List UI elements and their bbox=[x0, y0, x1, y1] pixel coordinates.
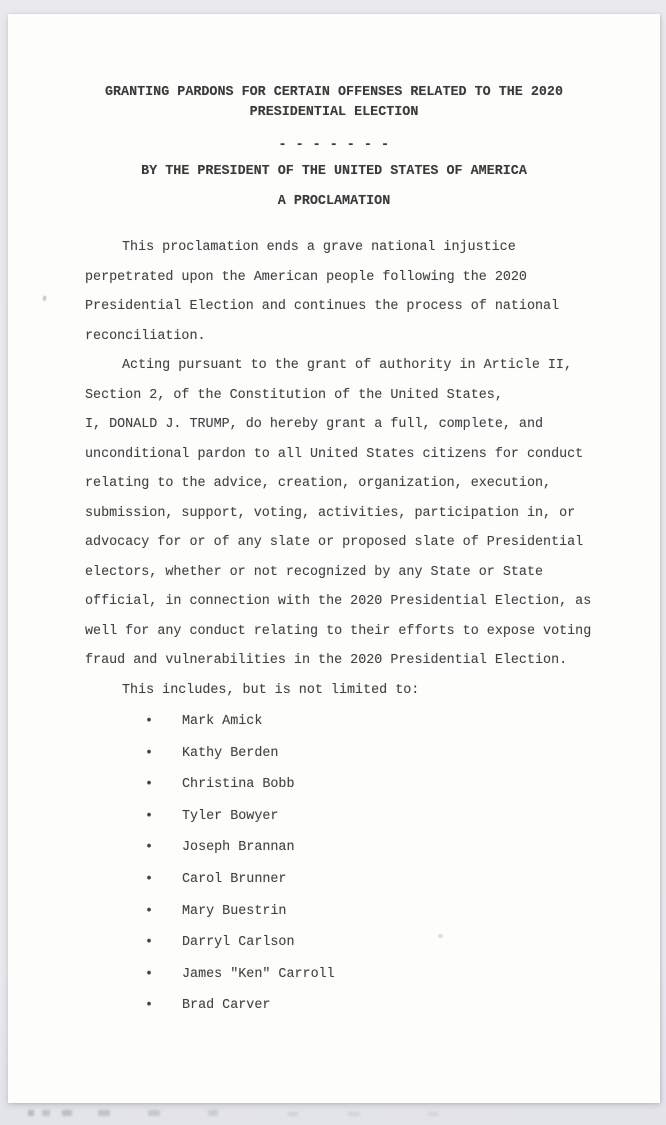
list-item-name: Mary Buestrin bbox=[182, 903, 287, 919]
list-item bbox=[85, 769, 630, 801]
list-item bbox=[85, 896, 630, 928]
list-item-name: Darryl Carlson bbox=[182, 935, 295, 951]
list-item bbox=[85, 864, 630, 896]
bullet-icon: • bbox=[145, 871, 154, 887]
list-item bbox=[85, 959, 630, 991]
text-line: unconditional pardon to all United States citizens for conduct bbox=[85, 446, 584, 462]
separator-dashes: - - - - - - - bbox=[278, 138, 390, 153]
list-item-name: James "Ken" Carroll bbox=[182, 966, 335, 982]
bullet-icon: • bbox=[145, 808, 154, 824]
text-line: well for any conduct relating to their efforts to expose voting bbox=[85, 623, 592, 639]
bullet-icon: • bbox=[145, 998, 154, 1014]
list-item-name: Brad Carver bbox=[182, 998, 271, 1014]
list-item bbox=[85, 801, 630, 833]
document-body bbox=[85, 233, 630, 1022]
bullet-icon: • bbox=[145, 714, 154, 729]
list-item bbox=[85, 832, 630, 864]
bullet-icon: • bbox=[145, 935, 154, 951]
document-page bbox=[8, 14, 660, 1103]
text-line: relating to the advice, creation, organization, execution, bbox=[85, 476, 552, 491]
document-heading bbox=[8, 83, 660, 212]
list-item-name: Tyler Bowyer bbox=[182, 808, 279, 824]
cutoff-text-smudge-right bbox=[288, 1112, 468, 1116]
text-line: submission, support, voting, activities, participation in, or bbox=[85, 505, 576, 521]
text-line: Section 2, of the Constitution of the United States, bbox=[85, 387, 503, 403]
text-line: This includes, but is not limited to: bbox=[122, 682, 420, 698]
cutoff-text-smudge bbox=[28, 1110, 248, 1116]
proclamation-subtitle: A PROCLAMATION bbox=[277, 194, 391, 209]
list-item-name: Kathy Berden bbox=[182, 745, 279, 761]
photo-artifact-speck bbox=[43, 296, 47, 302]
text-line: advocacy for or of any slate or proposed slate of Presidential bbox=[85, 535, 584, 550]
text-line: reconciliation. bbox=[85, 328, 206, 344]
bullet-icon: • bbox=[145, 840, 154, 856]
paragraph-1 bbox=[85, 233, 630, 351]
list-item-name: Christina Bobb bbox=[182, 777, 295, 793]
document-byline: BY THE PRESIDENT OF THE UNITED STATES OF AMERICA bbox=[141, 164, 527, 179]
list-item-name: Carol Brunner bbox=[182, 871, 287, 887]
list-item bbox=[85, 927, 630, 959]
list-item bbox=[85, 990, 630, 1022]
text-line: fraud and vulnerabilities in the 2020 Presidential Election. bbox=[85, 653, 568, 668]
text-line: perpetrated upon the American people following the 2020 bbox=[85, 269, 527, 285]
paragraph-3 bbox=[85, 676, 630, 706]
text-line: electors, whether or not recognized by any State or State bbox=[85, 564, 544, 580]
bullet-icon: • bbox=[145, 903, 154, 919]
pardoned-names-list bbox=[85, 706, 630, 1022]
text-line: I, DONALD J. TRUMP, do hereby grant a full, complete, and bbox=[85, 417, 544, 432]
list-item bbox=[85, 706, 630, 738]
document-title bbox=[8, 83, 660, 123]
bullet-icon: • bbox=[145, 777, 154, 793]
text-line: Acting pursuant to the grant of authority in Article II, bbox=[122, 358, 572, 373]
paragraph-2 bbox=[85, 351, 630, 676]
bullet-icon: • bbox=[145, 966, 154, 982]
text-line: Presidential Election and continues the process of national bbox=[85, 299, 560, 314]
list-item bbox=[85, 738, 630, 770]
list-item-name: Joseph Brannan bbox=[182, 840, 295, 856]
text-line: GRANTING PARDONS FOR CERTAIN OFFENSES RELATED TO THE 2020 bbox=[104, 85, 564, 100]
text-line: PRESIDENTIAL ELECTION bbox=[249, 105, 419, 120]
text-line: official, in connection with the 2020 Presidential Election, as bbox=[85, 594, 592, 609]
list-item-name: Mark Amick bbox=[182, 714, 263, 729]
text-line: This proclamation ends a grave national injustice bbox=[122, 240, 516, 255]
bullet-icon: • bbox=[145, 745, 154, 761]
